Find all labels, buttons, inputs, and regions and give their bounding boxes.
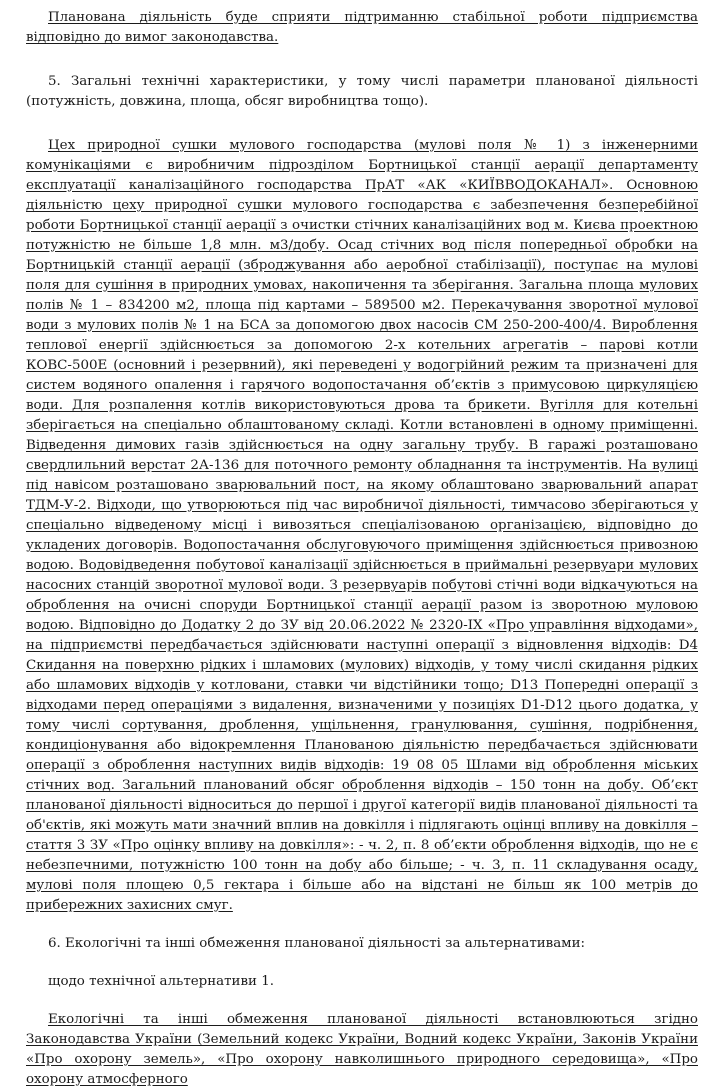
paragraph-planned-activity-support: [26, 8, 698, 48]
paragraph-technical-characteristics: [26, 136, 698, 916]
paragraph-text: щодо технічної альтернативи 1.: [48, 974, 274, 989]
document-page: [26, 0, 698, 1090]
paragraph-text: Планована діяльність буде сприяти підтриманню стабільної роботи підприємства відповідно до вимог законодавства.: [26, 10, 698, 45]
paragraph-text: Цех природної сушки мулового господарства (мулові поля № 1) з інженерними комунікаціями є виробничим підрозділом Бортницької станції аерації департаменту експлуатації каналізаційного господарства ПрАТ «АК «КИЇВВОДОКАНАЛ». Основною діяльністю цеху природної сушки мулового господарства є забезпечення безперебійної роботи Бортницької станції аерації з очистки стічних каналізаційних вод м. Києва проектною потужністю не більше 1,8 млн. м3/добу. Осад стічних вод після попередньої обробки на Бортницькій станції аерації (зброджування або аеробної стабілізації), поступає на мулові поля для сушіння в природних умовах, накопичення та зберігання. Загальна площа мулових полів № 1 – 834200 м2, площа під картами – 589500 м2. Перекачування зворотної мулової води з мулових полів № 1 на БСА за допомогою двох насосів СМ 250-200-400/4. Вироблення теплової енергії здійснюється за допомогою 2-х котельних агрегатів – парові котли КОВС-500Е (основний і резервний), які переведені у водогрійний режим та призначені для систем водяного опалення і гарячого водопостачання об’єктів з примусовою циркуляцією води. Для розпалення котлів використовуються дрова та брикети. Вугілля для котельні зберігається на спеціально облаштованому складі. Котли встановлені в одному приміщенні. Відведення димових газів здійснюється на одну загальну трубу. В гаражі розташовано свердлильний верстат 2А-136 для поточного ремонту обладнання та інструментів. На вулиці під навісом розташовано зварювальний пост, на якому облаштовано зварювальний апарат ТДМ-У-2. Відходи, що утворюються під час виробничої діяльності, тимчасово зберігаються у спеціально відведеному місці і вивозяться спеціалізованою організацією, відповідно до укладених договорів. Водопостачання обслуговуючого приміщення здійснюється привозною водою. Водовідведення побутової каналізації здійснюється в приймальні резервуари мулових насосних станцій зворотної мулової води. З резервуарів побутові стічні води відкачуються на оброблення на очисні споруди Бортницької станції аерації разом із зворотною муловою водою. Відповідно до Додатку 2 до ЗУ від 20.06.2022 № 2320-IX «Про управління відходами», на підприємстві передбачається здійснювати наступні операції з відновлення відходів: D4 Скидання на поверхню рідких і шламових (мулових) відходів, у тому числі скидання рідких або шламових відходів у котловани, ставки чи відстійники тощо; D13 Попередні операції з відходами перед операціями з видалення, визначеними у позиціях D1-D12 цього додатка, у тому числі сортування, дроблення, ущільнення, гранулювання, сушіння, подрібнення, кондиціонування або відокремлення Планованою діяльністю передбачається здійснювати операції з оброблення наступних видів відходів: 19 08 05 Шлами від оброблення міських стічних вод. Загальний планований обсяг оброблення відходів – 150 тонн на добу. Об’єкт планованої діяльності відноситься до першої і другої категорії видів планованої діяльності та об'єктів, які можуть мати значний вплив на довкілля і підлягають оцінці впливу на довкілля – стаття 3 ЗУ «Про оцінку впливу на довкілля»: - ч. 2, п. 8 об’єкти оброблення відходів, що не є небезпечними, потужністю 100 тонн на добу або більше; - ч. 3, п. 11 складування осаду, мулові поля площею 0,5 гектара і більше або на відстані не більш як 100 метрів до прибережних захисних смуг.: [26, 138, 698, 913]
paragraph-text: Екологічні та інші обмеження планованої діяльності встановлюються згідно Законодавства України (Земельний кодекс України, Водний кодекс України, Законів України «Про охорону земель», «Про охорону навколишнього природного середовища», «Про охорону атмосферного: [26, 1012, 698, 1087]
paragraph-ecological-restrictions: [26, 1010, 698, 1090]
section-5-heading: [26, 72, 698, 112]
paragraph-text: 6. Екологічні та інші обмеження планованої діяльності за альтернативами:: [48, 936, 586, 951]
paragraph-text: 5. Загальні технічні характеристики, у тому числі параметри планованої діяльності (потужність, довжина, площа, обсяг виробництва тощо).: [26, 74, 698, 109]
technical-alternative-1-label: [26, 972, 698, 992]
section-6-heading: [26, 934, 698, 954]
